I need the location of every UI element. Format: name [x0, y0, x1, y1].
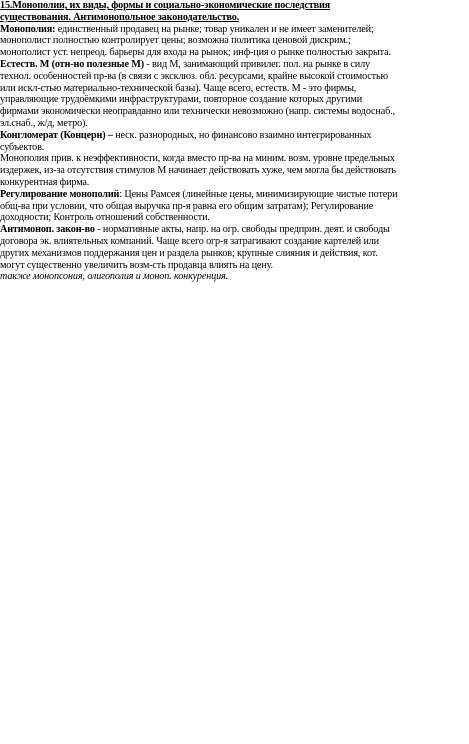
paragraph-conglomerate-line-1: [0, 130, 469, 142]
paragraph-inefficiency-line-2: издержек, из-за отсутствия стимулов М начинает действовать хуже, чем могла бы действовать: [0, 165, 396, 177]
paragraph-antimonopoly-line-3: других механизмов поддержания цен и раздела рынков; крупные слияния и действия, кот.: [0, 247, 378, 259]
paragraph-antimonopoly-line-2: договора эк. влиятельных компаний. Чаще всего огр-я затрагивают создание картелей или: [0, 235, 379, 247]
paragraph-inefficiency-line-3: конкурентная фирма.: [0, 176, 90, 188]
paragraph-regulation-line-3: доходности; Контроль отношений собственности.: [0, 212, 210, 224]
paragraph-monopoly-line-3: монополист уст. непреод. барьеры для входа на рынок; инф-ция о рынке полностью закрыта.: [0, 47, 391, 59]
document-page: [0, 0, 469, 283]
paragraph-regulation-line-2: общ-ва при условии, что общая выручка пр-я равна его общим затратам); Регулирование: [0, 200, 374, 212]
paragraph-natural-line-4: управляющие трудоёмкими инфраструктурами, повторное создание которых другими: [0, 94, 362, 106]
regulation-text-1: : Цены Рамсея (линейные цены, минимизирующие чистые потери: [119, 188, 398, 200]
term-regulation: Регулирование монополий: [0, 188, 120, 200]
term-natural-monopoly: Естеств. М (отн-но полезные М): [0, 58, 144, 70]
paragraph-natural-line-3: или искл-стью материально-технической базы). Чаще всего, естеств. М - это фирмы,: [0, 82, 357, 94]
see-also-note: также монопсония, олигополия и моноп. конкуренция.: [0, 271, 229, 283]
paragraph-antimonopoly-line-4: могут существенно увеличить возм-сть продавца влиять на цену.: [0, 259, 273, 271]
paragraph-inefficiency-line-1: Монополия прив. к неэффективности, когда вместо пр-ва на миним. возм. уровне предельных: [0, 153, 395, 165]
paragraph-monopoly-line-1: [0, 24, 469, 36]
paragraph-monopoly-line-2: монополист полностью контролирует цены; возможна политика ценовой дискрим.;: [0, 35, 351, 47]
paragraph-natural-line-1: [0, 59, 469, 71]
document-title-line-2: существования. Антимонопольное законодательство.: [0, 11, 240, 23]
term-monopoly: Монополия:: [0, 23, 56, 35]
natural-text-1: - вид М, занимающий привилег. пол. на рынке в силу: [143, 58, 370, 70]
conglomerate-text-1: неск. разнородных, но финансово взаимно интегрированных: [112, 129, 372, 141]
antimonopoly-text-1: - нормативные акты, напр. на огр. свободы предприн. деят. и свободы: [94, 224, 390, 236]
document-title-line-1: 15.Монополии, их виды, формы и социально-экономические последствия: [0, 0, 331, 11]
paragraph-conglomerate-line-2: субъектов.: [0, 141, 45, 153]
paragraph-antimonopoly-line-1: [0, 224, 469, 236]
term-conglomerate: Конгломерат (Концерн) –: [0, 129, 113, 141]
paragraph-natural-line-5: фирмами экономически неоправданно или технически невозможно (напр. системы водоснаб.,: [0, 106, 395, 118]
monopoly-text-1: единственный продавец на рынке; товар уникален и не имеет заменителей;: [55, 23, 374, 35]
paragraph-natural-line-6: эл.снаб., ж/д, метро).: [0, 117, 88, 129]
term-antimonopoly: Антимоноп. закон-во: [0, 224, 95, 236]
paragraph-natural-line-2: технол. особенностей пр-ва (в связи с эксклюз. обл. ресурсами, крайне высокой стоимостью: [0, 70, 388, 82]
paragraph-regulation-line-1: [0, 189, 469, 201]
